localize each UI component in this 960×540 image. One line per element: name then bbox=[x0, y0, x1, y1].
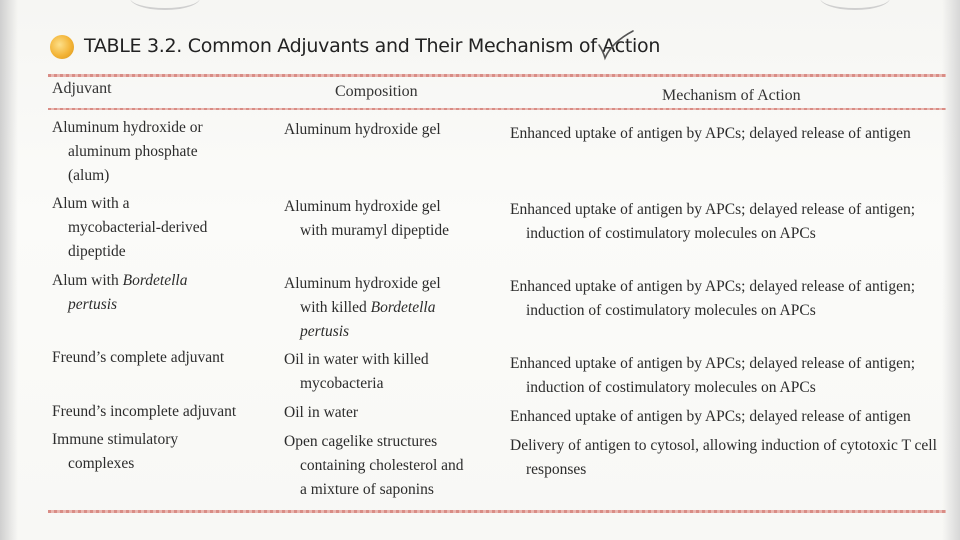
cell-line: Enhanced uptake of antigen by APCs; delayed release of antigen bbox=[510, 408, 911, 425]
page-curl bbox=[820, 0, 890, 10]
table-row-1-composition bbox=[284, 118, 441, 142]
cell-line: Aluminum hydroxide gel bbox=[284, 275, 441, 292]
cell-line: Enhanced uptake of antigen by APCs; delayed release of antigen bbox=[510, 125, 911, 142]
table-row-6-mechanism bbox=[510, 434, 937, 482]
cell-line: Oil in water bbox=[284, 404, 359, 421]
top-rule bbox=[48, 74, 946, 77]
table-row-1-adjuvant bbox=[52, 116, 203, 188]
cell-line: Enhanced uptake of antigen by APCs; delayed release of antigen; bbox=[510, 201, 916, 218]
column-header-composition: Composition bbox=[335, 83, 418, 100]
cell-line: mycobacterial-derived bbox=[68, 219, 208, 236]
column-header-mechanism: Mechanism of Action bbox=[662, 87, 801, 104]
bottom-rule bbox=[48, 510, 946, 513]
cell-line: induction of costimulatory molecules on APCs bbox=[526, 379, 816, 396]
cell-line: aluminum phosphate bbox=[68, 143, 198, 160]
cell-line: (alum) bbox=[68, 167, 110, 184]
cell-line bbox=[52, 269, 187, 293]
cell-line: Immune stimulatory bbox=[52, 431, 179, 448]
cell-line: Alum with a bbox=[52, 195, 130, 212]
page-curl bbox=[130, 0, 200, 10]
cell-line: Freund’s complete adjuvant bbox=[52, 349, 225, 366]
cell-text-italic: Bordetella bbox=[122, 272, 188, 289]
table-row-2-mechanism bbox=[510, 198, 915, 246]
cell-text-italic: Bordetella bbox=[370, 299, 436, 316]
table-row-3-adjuvant bbox=[52, 269, 187, 317]
cell-line: mycobacteria bbox=[300, 375, 384, 392]
table-row-4-adjuvant bbox=[52, 346, 224, 370]
cell-line: a mixture of saponins bbox=[300, 481, 434, 498]
table-title: TABLE 3.2. Common Adjuvants and Their Mechanism of Action bbox=[84, 35, 661, 57]
table-row-2-composition bbox=[284, 195, 449, 243]
cell-line: pertusis bbox=[300, 323, 350, 340]
cell-line bbox=[284, 296, 441, 320]
cell-line: containing cholesterol and bbox=[300, 457, 464, 474]
cell-text: Alum with bbox=[52, 272, 123, 289]
table-row-3-mechanism bbox=[510, 275, 915, 323]
cell-line: pertusis bbox=[68, 296, 118, 313]
cell-line: with muramyl dipeptide bbox=[300, 222, 449, 239]
table-row-2-adjuvant bbox=[52, 192, 207, 264]
cell-line: Enhanced uptake of antigen by APCs; delayed release of antigen; bbox=[510, 278, 916, 295]
table-row-6-adjuvant bbox=[52, 428, 178, 476]
table-row-4-mechanism bbox=[510, 352, 915, 400]
table-row-4-composition bbox=[284, 348, 429, 396]
checkmark-icon bbox=[596, 26, 636, 62]
cell-line: induction of costimulatory molecules on APCs bbox=[526, 302, 816, 319]
cell-line: dipeptide bbox=[68, 243, 126, 260]
table-row-5-mechanism bbox=[510, 405, 911, 429]
table-row-1-mechanism bbox=[510, 122, 911, 146]
table-row-3-composition bbox=[284, 272, 441, 344]
table-row-5-composition bbox=[284, 401, 358, 425]
cell-line: Delivery of antigen to cytosol, allowing induction of cytotoxic T cell bbox=[510, 437, 937, 454]
page-edge-left bbox=[0, 0, 18, 540]
table-header bbox=[50, 28, 660, 64]
table-row-5-adjuvant bbox=[52, 400, 236, 424]
cell-line: Oil in water with killed bbox=[284, 351, 429, 368]
column-header-adjuvant: Adjuvant bbox=[52, 80, 112, 97]
cell-line: responses bbox=[526, 461, 587, 478]
header-rule bbox=[48, 108, 946, 110]
cell-line: Enhanced uptake of antigen by APCs; delayed release of antigen; bbox=[510, 355, 916, 372]
cell-text: with killed bbox=[300, 299, 371, 316]
cell-line: Aluminum hydroxide gel bbox=[284, 121, 441, 138]
cell-line: Freund’s incomplete adjuvant bbox=[52, 403, 237, 420]
cell-line: Aluminum hydroxide gel bbox=[284, 198, 441, 215]
cell-line: complexes bbox=[68, 455, 135, 472]
table-row-6-composition bbox=[284, 430, 464, 502]
cell-line: induction of costimulatory molecules on APCs bbox=[526, 225, 816, 242]
table-bullet-icon bbox=[50, 35, 74, 59]
cell-line: Aluminum hydroxide or bbox=[52, 119, 203, 136]
page-edge-right bbox=[942, 0, 960, 540]
cell-line: Open cagelike structures bbox=[284, 433, 438, 450]
